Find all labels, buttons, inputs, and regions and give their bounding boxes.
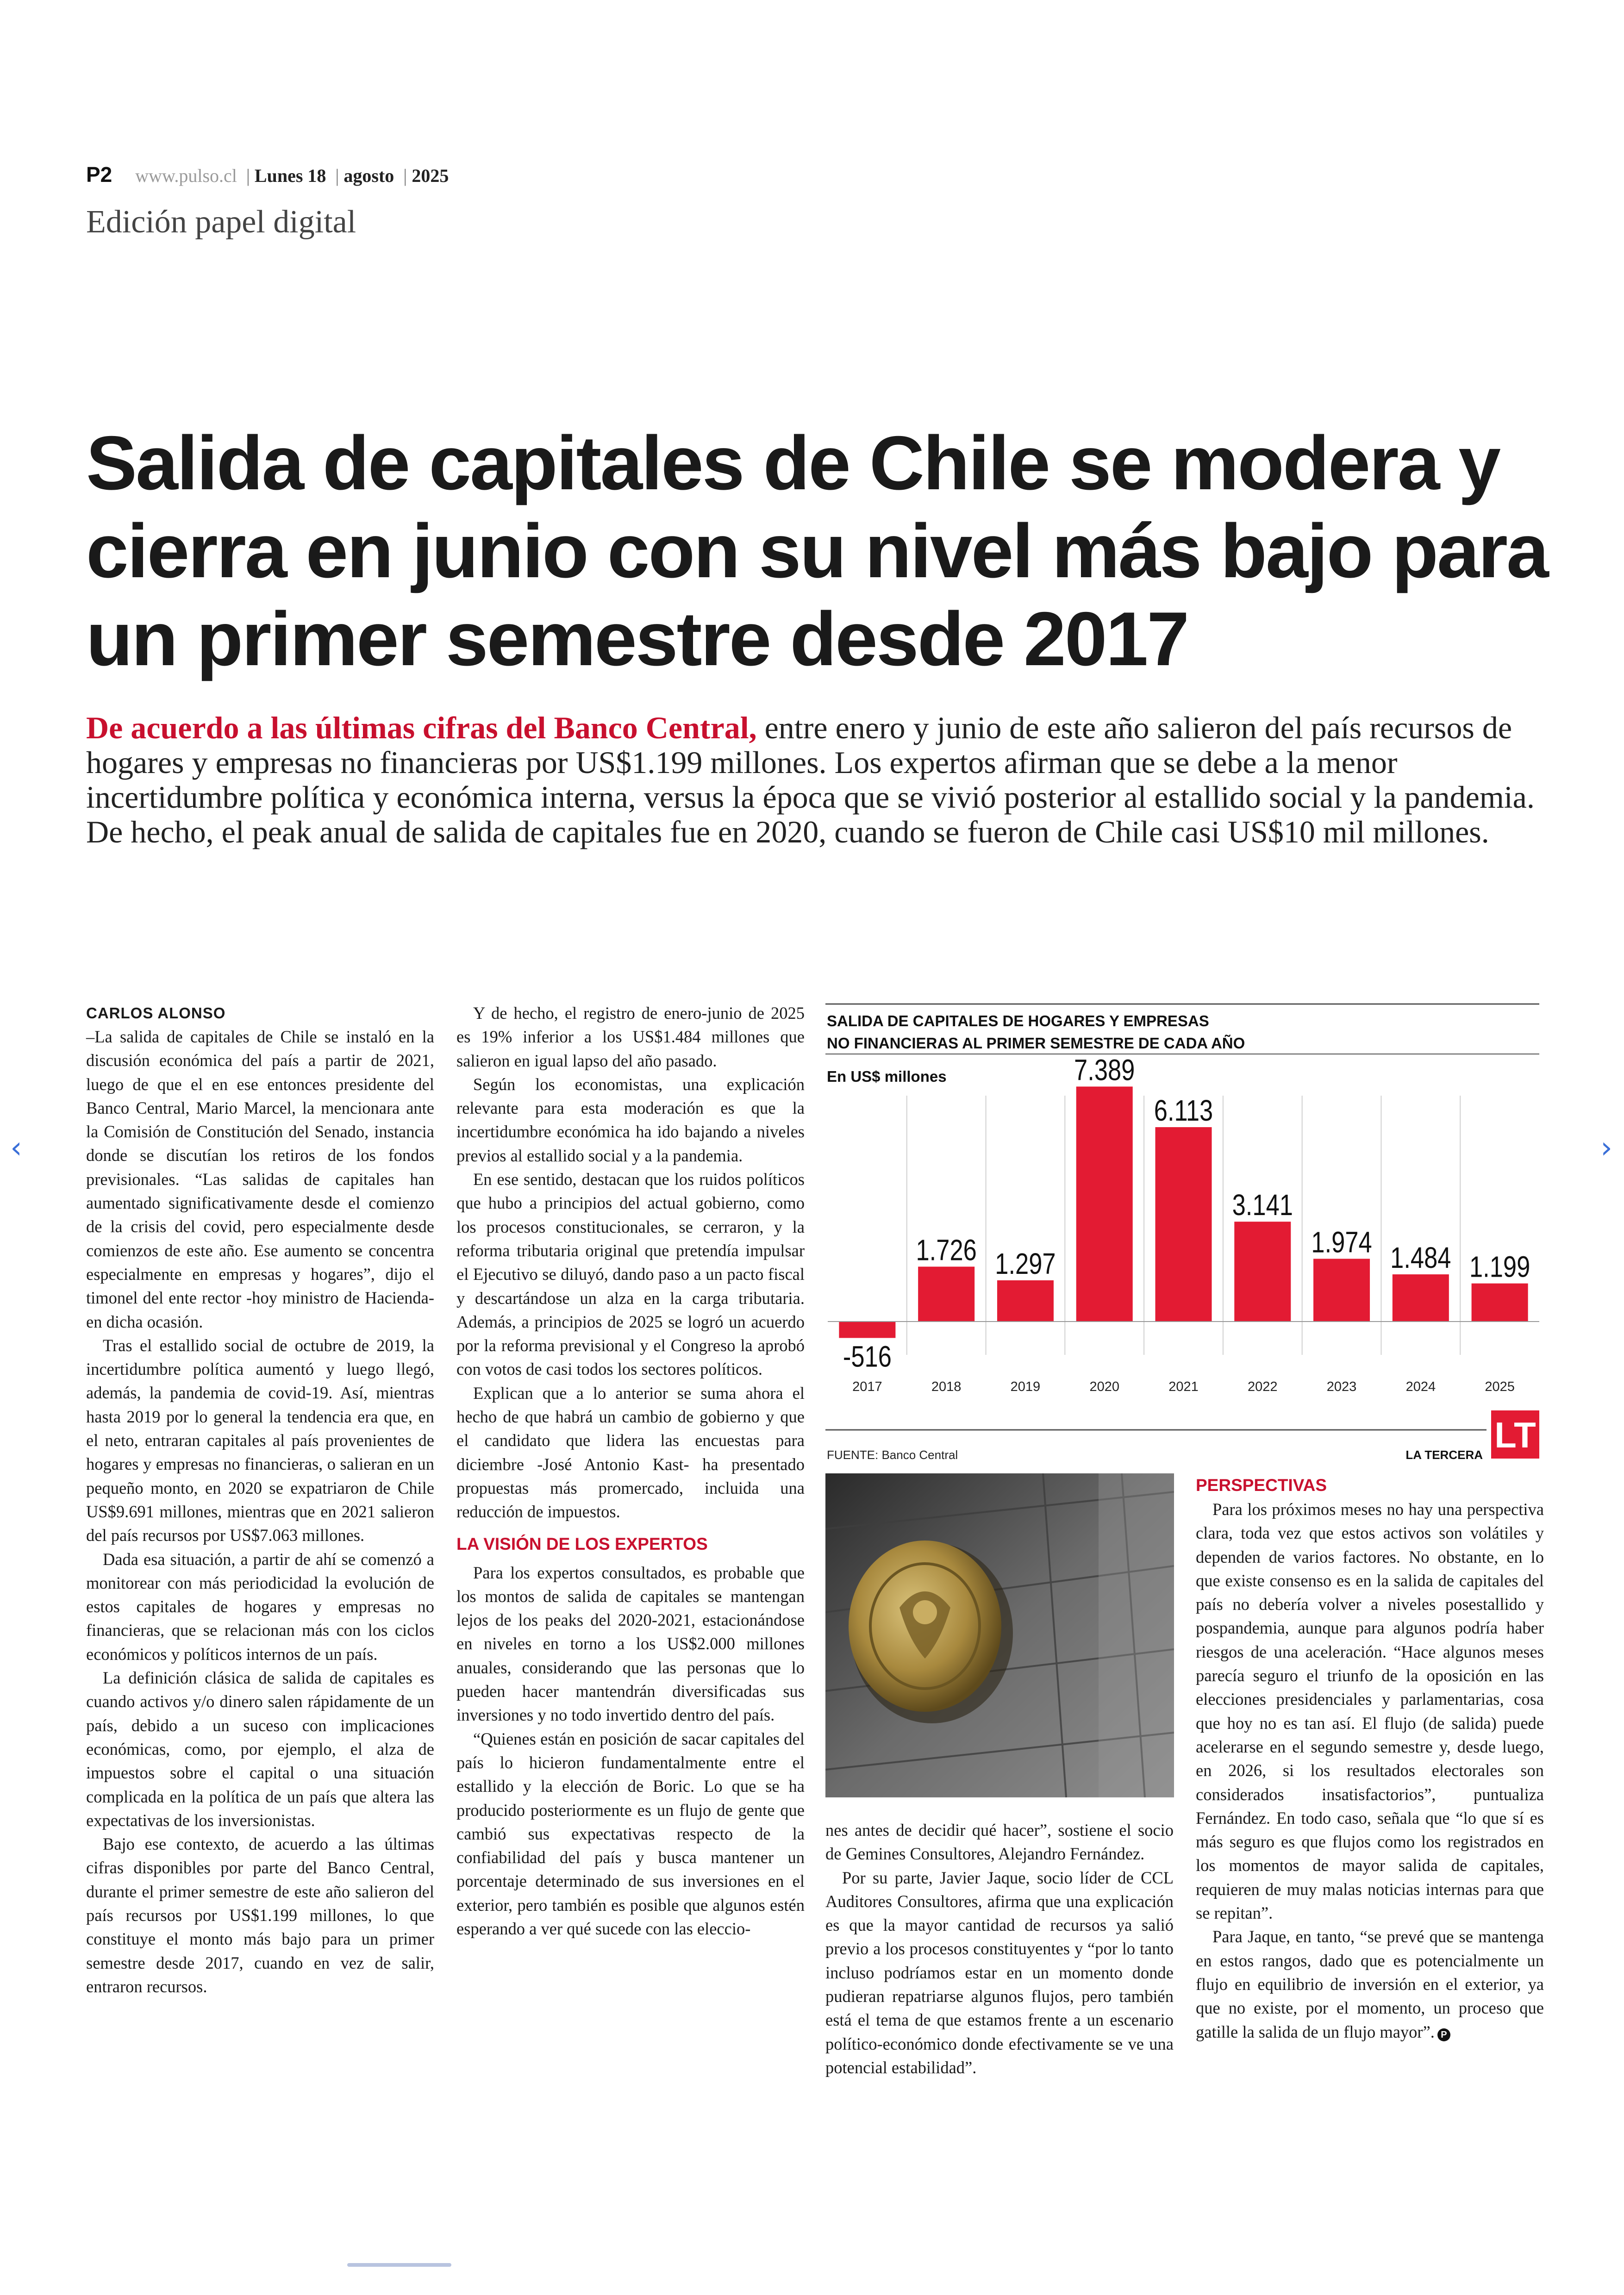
banco-central-photo xyxy=(825,1473,1174,1797)
chart-bar-2022 xyxy=(1234,1222,1291,1322)
chart-bar-2021 xyxy=(1156,1127,1212,1322)
page-number: P2 xyxy=(86,162,112,187)
chart-source: FUENTE: Banco Central xyxy=(827,1448,958,1462)
issue-month: agosto xyxy=(344,165,394,186)
issue-year: 2025 xyxy=(412,165,449,186)
paragraph: La definición clásica de salida de capitales es cuando activos y/o dinero salen rápidamente de un país, debido a un suceso con implicaciones económicas, como, por ejemplo, el alza de impuestos sobre el capital o una situación complicada en la política de un país que altera las expectativas de los inversionistas. xyxy=(86,1668,434,1830)
previous-page-arrow-icon[interactable]: ‹ xyxy=(10,1131,22,1165)
chart-tick-label-2019: 2019 xyxy=(1010,1379,1041,1394)
chart-bar-2017 xyxy=(839,1322,895,1338)
article-lead xyxy=(86,711,1544,849)
paragraph: Por su parte, Javier Jaque, socio líder de CCL Auditores Consultores, afirma que una explicación es que la mayor cantidad de recursos ya salió previo a los procesos constituyentes y “por lo tanto incluso podríamos estar en un momento donde pudieran repatriarse algunos flujos, pero también está el tema de que estamos frente a un escenario político-económico donde efectivamente se ve una potencial estabilidad”. xyxy=(825,1868,1174,2077)
chart-title-line-1: SALIDA DE CAPITALES DE HOGARES Y EMPRESAS xyxy=(827,1012,1209,1029)
chart-tick-label-2024: 2024 xyxy=(1405,1379,1436,1394)
section-subhead: PERSPECTIVAS xyxy=(1196,1476,1327,1495)
chart-bar-2023 xyxy=(1313,1259,1370,1322)
chart-bar-2024 xyxy=(1393,1274,1449,1322)
chart-credit: LA TERCERA xyxy=(1405,1448,1483,1462)
chart-value-label-2020: 7.389 xyxy=(1074,1054,1135,1087)
chart-bar-2025 xyxy=(1472,1284,1528,1322)
end-mark-icon: P xyxy=(1437,2028,1450,2041)
paragraph: Dada esa situación, a partir de ahí se comenzó a monitorear con más periodicidad la evolución de estos capitales de hogares y empresas no financieras, que se relacionan más con los ciclos económicos y políticos internos de un país. xyxy=(86,1549,434,1664)
paragraph-text: Para Jaque, en tanto, “se prevé que se mantenga en estos rangos, dado que es potencialmente un flujo en equilibrio de inversión en el exterior, ya que no existe, por el momento, un proceso que gatille la salida de un flujo mayor”. xyxy=(1196,1927,1544,2041)
bar-chart-svg xyxy=(825,1003,1539,1466)
chart-value-label-2018: 1.726 xyxy=(916,1234,977,1267)
site-url: www.pulso.cl xyxy=(135,165,237,186)
chart-title-line-2: NO FINANCIERAS AL PRIMER SEMESTRE DE CADA AÑO xyxy=(827,1035,1245,1052)
chart-value-label-2019: 1.297 xyxy=(995,1247,1056,1281)
section-subhead: LA VISIÓN DE LOS EXPERTOS xyxy=(456,1534,708,1553)
paragraph: “Quienes están en posición de sacar capitales del país lo hicieron fundamentalmente entre el estallido y la elección de Boric. Lo que se ha producido posteriormente es un flujo de gente que cambió sus expectativas respecto de la confiabilidad del país y busca mantener un porcentaje determinado de sus inversiones en el exterior, pero también es posible que algunos estén esperando a ver qué sucede con las eleccio- xyxy=(456,1729,805,1938)
lead-text: entre enero y junio de este año salieron del país recursos de hogares y empresas no financieras por US$1.199 millones. Los expertos afirman que se debe a la menor incertidumbre política y económica interna, versus la época que se vivió posterior al estallido social y la pandemia. De hecho, el peak anual de salida de capitales fue en 2020, cuando se fueron de Chile casi US$10 mil millones. xyxy=(86,710,1535,849)
paragraph: –La salida de capitales de Chile se instaló en la discusión económica del país a partir de 2021, luego de que el en ese entonces presidente del Banco Central, Mario Marcel, la mencionara ante la Comisión de Constitución del Senado, instancia donde se discutían los retiros de los fondos previsionales. “Las salidas de capitales han aumentado significativamente desde el comienzo de la crisis del covid, pero especialmente desde comienzos de este año. Ese aumento se concentra especialmente en empresas y hogares”, dijo el timonel del ente rector -hoy ministro de Hacienda- en dicha ocasión. xyxy=(86,1027,434,1331)
article-column-3 xyxy=(825,1818,1174,2079)
chart-tick-label-2017: 2017 xyxy=(852,1379,882,1394)
chart-tick-label-2022: 2022 xyxy=(1248,1379,1278,1394)
paragraph: Según los economistas, una explicación relevante para esta moderación es que la incertidumbre económica ha ido bajando a niveles previos al estallido social y a la pandemia. xyxy=(456,1074,805,1165)
page-scroll-indicator xyxy=(347,2263,451,2267)
separator: | xyxy=(403,165,407,186)
page-header xyxy=(86,162,449,187)
chart-tick-label-2021: 2021 xyxy=(1168,1379,1199,1394)
paragraph: En ese sentido, destacan que los ruidos políticos que hubo a principios del actual gobierno, como los procesos constitucionales, se cerraron, y la reforma tributaria original que pretendía impulsar el Ejecutivo se diluyó, dando paso a un pacto fiscal y descartándose un alza en la carga tributaria. Además, a principios de 2025 se logró un acuerdo por la reforma previsional y el Congreso la aprobó con votos de casi todos los sectores políticos. xyxy=(456,1170,805,1379)
chart-tick-label-2020: 2020 xyxy=(1089,1379,1119,1394)
logo-text: LT xyxy=(1494,1415,1536,1455)
paragraph: Para los expertos consultados, es probable que los montos de salida de capitales se mantengan lejos de los peaks del 2020-2021, estacionándose en niveles en torno a los US$2.000 millones anuales, considerando que las personas que lo pueden hacer mantendrán diversificadas sus inversiones y no todo invertido dentro del país. xyxy=(456,1563,805,1725)
chart-value-label-2017: -516 xyxy=(843,1340,892,1373)
paragraph: Explican que a lo anterior se suma ahora el hecho de que habrá un cambio de gobierno y que el candidato que lidera las encuestas para diciembre -José Antonio Kast- ha presentado propuestas más promercado, incluida una reducción de impuestos. xyxy=(456,1383,805,1522)
chart-bar-2020 xyxy=(1076,1086,1133,1322)
chart-unit-label: En US$ millones xyxy=(827,1068,947,1085)
article-column-4 xyxy=(1196,1473,1544,2044)
separator: | xyxy=(246,165,250,186)
la-tercera-logo xyxy=(1491,1410,1539,1459)
capital-outflow-chart xyxy=(825,1003,1539,1466)
edition-label: Edición papel digital xyxy=(86,204,356,240)
chart-value-label-2025: 1.199 xyxy=(1469,1250,1530,1284)
chart-value-label-2021: 6.113 xyxy=(1154,1094,1213,1128)
separator: | xyxy=(335,165,339,186)
paragraph xyxy=(1196,1925,1544,2043)
chart-bar-2018 xyxy=(918,1266,974,1322)
lead-highlight: De acuerdo a las últimas cifras del Banco Central, xyxy=(86,710,757,745)
chart-value-label-2024: 1.484 xyxy=(1390,1241,1451,1275)
chart-tick-label-2018: 2018 xyxy=(931,1379,962,1394)
chart-value-label-2023: 1.974 xyxy=(1311,1226,1372,1259)
chart-tick-label-2023: 2023 xyxy=(1326,1379,1357,1394)
paragraph: Tras el estallido social de octubre de 2019, la incertidumbre política aumentó y luego llegó, además, la pandemia de covid-19. Así, mientras hasta 2019 por lo general la tendencia era que, en el neto, entraran capitales al país provenientes de hogares y empresas no financieras, o salieran en un pequeño monto, en 2020 se expatriaron de Chile US$9.691 millones, mientras que en 2021 salieron del país recursos por US$7.063 millones. xyxy=(86,1335,434,1545)
article-column-2 xyxy=(456,1001,805,1940)
chart-value-label-2022: 3.141 xyxy=(1232,1189,1293,1222)
article-headline: Salida de capitales de Chile se modera y cierra en junio con su nivel más bajo para un primer semestre desde 2017 xyxy=(86,420,1548,681)
paragraph: nes antes de decidir qué hacer”, sostiene el socio de Gemines Consultores, Alejandro Fernández. xyxy=(825,1821,1174,1864)
chart-bars xyxy=(839,1054,1530,1394)
issue-day: Lunes 18 xyxy=(254,165,326,186)
paragraph: Y de hecho, el registro de enero-junio de 2025 es 19% inferior a los US$1.484 millones que salieron en igual lapso del año pasado. xyxy=(456,1004,805,1070)
paragraph: Bajo ese contexto, de acuerdo a las últimas cifras disponibles por parte del Banco Central, durante el primer semestre de este año salieron del país recursos por US$1.199 millones, lo que constituye el monto más bajo para un primer semestre desde 2017, cuando en vez de salir, entraron recursos. xyxy=(86,1834,434,1996)
article-column-1 xyxy=(86,1001,434,1998)
chart-bar-2019 xyxy=(997,1280,1054,1322)
byline: CARLOS ALONSO xyxy=(86,1004,226,1022)
chart-tick-label-2025: 2025 xyxy=(1485,1379,1515,1394)
paragraph: Para los próximos meses no hay una perspectiva clara, toda vez que estos activos son volátiles y dependen de varios factores. No obstante, en lo que existe consenso es en la salida de capitales del país no debería volver a niveles posestallido y pospandemia, aunque para algunos podría haber riesgos de una aceleración. “Hace algunos meses parecía seguro el triunfo de la oposición en las elecciones presidenciales y parlamentarias, cosa que hoy no es tan así. El flujo (de salida) puede acelerarse en el segundo semestre y, desde luego, en 2026, si los resultados electorales son considerados insatisfactorios”, puntualiza Fernández. En todo caso, señala que “lo que sí es más seguro es que flujos como los registrados en los momentos de mayor salida de capitales, requieren de muy malas noticias internas para que se repitan”. xyxy=(1196,1500,1544,1923)
next-page-arrow-icon[interactable]: › xyxy=(1600,1131,1612,1165)
photo-illustration xyxy=(825,1473,1174,1797)
